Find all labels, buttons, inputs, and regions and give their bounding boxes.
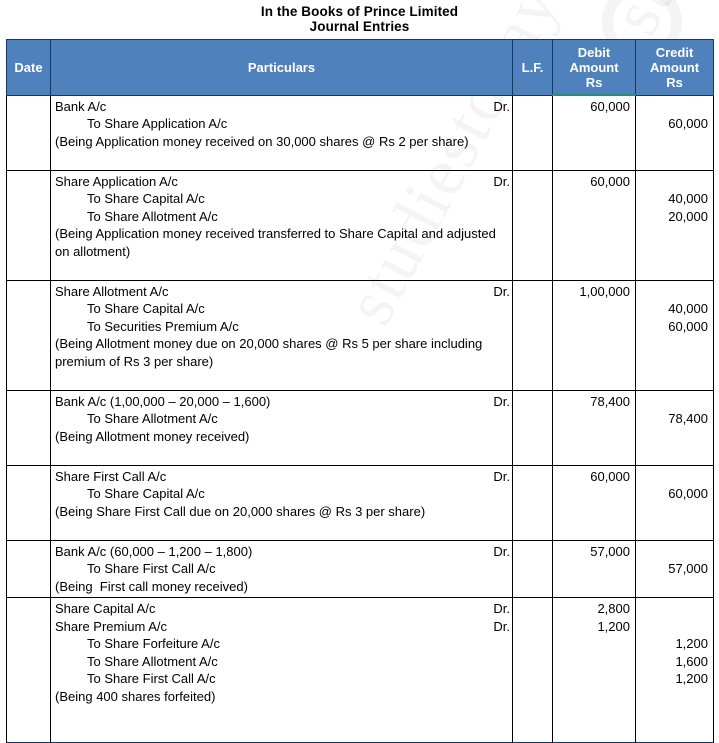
debit-amount-value: 60,000	[590, 468, 630, 484]
entry-lf-cell	[513, 95, 553, 170]
journal-entry-row	[7, 540, 714, 598]
entry-line-text: Share Capital A/c	[55, 601, 156, 616]
debit-header-line2: Amount	[569, 59, 619, 75]
entry-spacer-line	[55, 705, 512, 723]
debit-amount-value: 60,000	[590, 99, 630, 114]
debit-marker: Dr.	[493, 98, 510, 114]
entry-debit-amount-cell	[553, 390, 636, 465]
page-title	[0, 0, 719, 34]
credit-amount-value: 20,000	[668, 208, 708, 224]
journal-entry-row	[7, 280, 714, 390]
credit-header-line2: Amount	[649, 59, 700, 75]
credit-header-line1: Credit	[655, 44, 694, 60]
entry-credit-amount-cell	[636, 540, 714, 598]
entry-line-text: Bank A/c	[55, 98, 107, 114]
entry-lf-cell	[513, 390, 553, 465]
entry-credit-account-line	[55, 190, 512, 208]
credit-amount-value: 40,000	[668, 301, 708, 316]
entry-line-text: To Share Forfeiture A/c	[87, 636, 220, 651]
entry-credit-amount-cell	[636, 280, 714, 390]
entry-particulars-cell	[51, 95, 513, 170]
credit-amount-value: 78,400	[668, 411, 708, 426]
entry-date-cell	[7, 465, 51, 540]
journal-entries-table	[6, 39, 714, 743]
entry-credit-amount-cell	[636, 598, 714, 743]
entry-account-line	[55, 393, 512, 411]
entry-spacer-line	[55, 370, 512, 388]
entry-date-cell	[7, 540, 51, 598]
entry-credit-amount-cell	[636, 170, 714, 280]
entry-line-text: (Being Allotment money due on 20,000 shares @ Rs 5 per share including premium of Rs 3 per share)	[55, 336, 483, 369]
column-header-particulars: Particulars	[51, 40, 513, 96]
debit-amount-value: 57,000	[590, 543, 630, 559]
entry-lf-cell	[513, 540, 553, 598]
column-header-date: Date	[7, 40, 51, 96]
entry-account-line	[55, 98, 512, 116]
entry-credit-amount-cell	[636, 390, 714, 465]
debit-marker: Dr.	[493, 173, 510, 189]
debit-marker: Dr.	[493, 601, 510, 616]
entry-account-line	[55, 173, 512, 191]
entry-line-text: To Share Allotment A/c	[87, 208, 218, 224]
entry-particulars-cell	[51, 390, 513, 465]
entry-line-text: To Share Allotment A/c	[87, 411, 218, 426]
entry-lf-cell	[513, 280, 553, 390]
entry-lf-cell	[513, 170, 553, 280]
entry-credit-account-line	[55, 560, 512, 578]
journal-entry-row	[7, 598, 714, 743]
table-body	[7, 95, 714, 743]
entry-credit-account-line	[55, 115, 512, 133]
column-header-debit-amount	[553, 40, 636, 96]
credit-amount-value: 60,000	[668, 486, 708, 501]
entry-account-line	[55, 543, 512, 561]
debit-header-line3: Rs	[585, 74, 603, 90]
entry-spacer-line	[55, 260, 512, 278]
entry-spacer-line	[55, 723, 512, 741]
entry-line-text: Bank A/c (1,00,000 – 20,000 – 1,600)	[55, 393, 271, 409]
credit-amount-value: 60,000	[668, 116, 708, 131]
entry-line-text: (Being First call money received)	[55, 578, 248, 594]
entry-line-text: To Share Allotment A/c	[87, 653, 218, 669]
entry-date-cell	[7, 170, 51, 280]
entry-credit-account-line	[55, 485, 512, 503]
title-line-journal: Journal Entries	[309, 19, 410, 34]
column-header-credit-amount	[636, 40, 714, 96]
entry-particulars-cell	[51, 465, 513, 540]
debit-header-line1: Debit	[577, 44, 611, 60]
journal-table-wrapper	[0, 39, 719, 743]
entry-date-cell	[7, 95, 51, 170]
entry-account-line	[55, 133, 512, 151]
entry-spacer-line	[55, 520, 512, 538]
entry-spacer-line	[55, 150, 512, 168]
entry-line-text: To Share Capital A/c	[87, 486, 205, 501]
entry-account-line	[55, 600, 512, 618]
entry-account-line	[55, 335, 512, 370]
debit-marker: Dr.	[493, 393, 510, 409]
entry-account-line	[55, 428, 512, 446]
table-header	[7, 40, 714, 96]
debit-amount-value: 78,400	[590, 393, 630, 409]
entry-line-text: (Being Application money received transferred to Share Capital and adjusted on allotment)	[55, 226, 496, 259]
entry-credit-account-line	[55, 653, 512, 671]
entry-credit-amount-cell	[636, 465, 714, 540]
debit-amount-value: 2,800	[597, 601, 630, 616]
debit-amount-value: 1,00,000	[579, 283, 630, 299]
entry-credit-account-line	[55, 318, 512, 336]
entry-debit-amount-cell	[553, 95, 636, 170]
entry-account-line	[55, 225, 512, 260]
entry-line-text: To Share Application A/c	[87, 116, 228, 131]
entry-line-text: Bank A/c (60,000 – 1,200 – 1,800)	[55, 543, 253, 559]
entry-line-text: To Share Capital A/c	[87, 191, 205, 206]
entry-debit-amount-cell	[553, 280, 636, 390]
entry-account-line	[55, 578, 512, 596]
column-header-lf: L.F.	[513, 40, 553, 96]
entry-date-cell	[7, 598, 51, 743]
entry-line-text: To Securities Premium A/c	[87, 318, 239, 334]
entry-account-line	[55, 503, 512, 521]
entry-lf-cell	[513, 465, 553, 540]
debit-amount-value: 1,200	[597, 618, 630, 634]
entry-line-text: To Share Capital A/c	[87, 301, 205, 316]
entry-lf-cell	[513, 598, 553, 743]
entry-date-cell	[7, 390, 51, 465]
debit-marker: Dr.	[493, 283, 510, 299]
entry-particulars-cell	[51, 280, 513, 390]
entry-account-line	[55, 283, 512, 301]
entry-account-line	[55, 688, 512, 706]
entry-debit-amount-cell	[553, 465, 636, 540]
entry-debit-amount-cell	[553, 598, 636, 743]
entry-line-text: To Share First Call A/c	[87, 671, 216, 686]
credit-amount-value: 57,000	[668, 561, 708, 576]
journal-entry-row	[7, 95, 714, 170]
entry-account-line	[55, 618, 512, 636]
entry-spacer-line	[55, 445, 512, 463]
debit-marker: Dr.	[493, 468, 510, 484]
entry-particulars-cell	[51, 540, 513, 598]
debit-marker: Dr.	[493, 543, 510, 559]
entry-particulars-cell	[51, 598, 513, 743]
entry-credit-account-line	[55, 208, 512, 226]
entry-date-cell	[7, 280, 51, 390]
entry-line-text: Share First Call A/c	[55, 468, 167, 484]
entry-credit-account-line	[55, 410, 512, 428]
entry-credit-amount-cell	[636, 95, 714, 170]
credit-amount-value: 1,200	[675, 636, 708, 651]
credit-amount-value: 60,000	[668, 318, 708, 334]
entry-line-text: Share Allotment A/c	[55, 283, 169, 299]
debit-amount-value: 60,000	[590, 173, 630, 189]
credit-amount-value: 40,000	[668, 191, 708, 206]
journal-entry-row	[7, 170, 714, 280]
entry-particulars-cell	[51, 170, 513, 280]
entry-credit-account-line	[55, 300, 512, 318]
entry-debit-amount-cell	[553, 540, 636, 598]
entry-line-text: To Share First Call A/c	[87, 561, 216, 576]
entry-line-text: (Being 400 shares forfeited)	[55, 688, 216, 704]
credit-amount-value: 1,600	[675, 653, 708, 669]
entry-line-text: (Being Share First Call due on 20,000 shares @ Rs 3 per share)	[55, 503, 426, 519]
title-line-books: In the Books of Prince Limited	[260, 4, 459, 19]
entry-line-text: (Being Application money received on 30,000 shares @ Rs 2 per share)	[55, 133, 469, 149]
entry-line-text: Share Application A/c	[55, 173, 178, 189]
credit-amount-value: 1,200	[675, 671, 708, 686]
entry-credit-account-line	[55, 635, 512, 653]
credit-header-line3: Rs	[666, 74, 683, 90]
entry-line-text: (Being Allotment money received)	[55, 428, 250, 444]
entry-line-text: Share Premium A/c	[55, 618, 167, 634]
journal-entry-row	[7, 390, 714, 465]
entry-account-line	[55, 468, 512, 486]
journal-entry-row	[7, 465, 714, 540]
header-row	[7, 40, 714, 96]
entry-credit-account-line	[55, 670, 512, 688]
entry-debit-amount-cell	[553, 170, 636, 280]
debit-marker: Dr.	[493, 618, 510, 634]
